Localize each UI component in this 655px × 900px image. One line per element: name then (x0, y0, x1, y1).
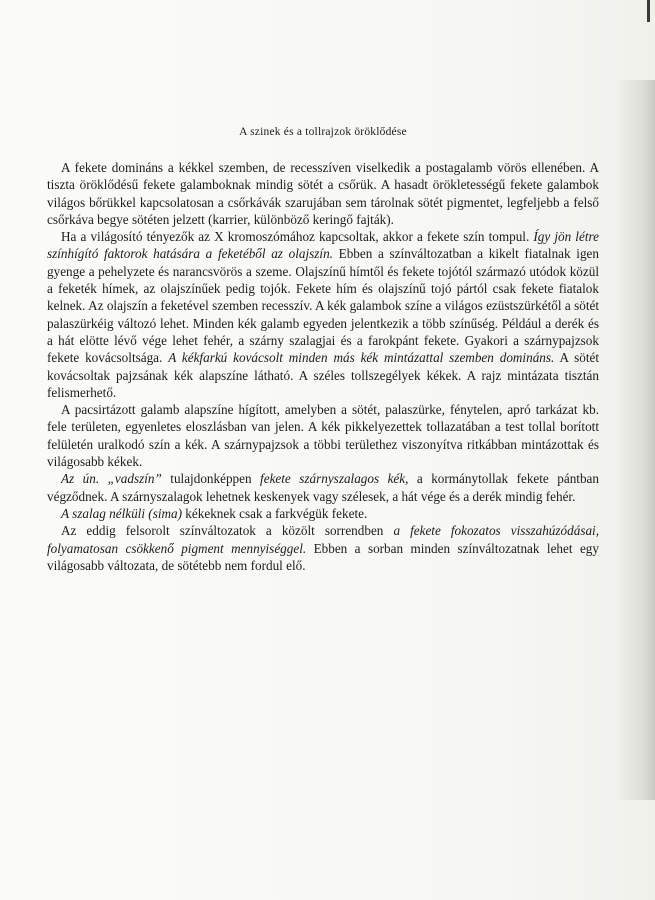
text-run: Ebben a sorban minden színváltozatnak lehet egy világosabb változata, de sötétebb nem fordul elő. (47, 540, 599, 573)
text-run: a kormánytollak fekete pántban végződnek. A szárnyszalagok lehetnek keskenyek vagy szélesek, a hát vége és a derék mindig fehér. (47, 471, 599, 504)
italic-text-run: Az ún. „vadszín” (61, 471, 162, 487)
italic-text-run: fekete szárnyszalagos kék, (260, 471, 409, 487)
italic-text-run: Így jön létre színhígító faktorok hatására a feketéből az olajszín. (47, 229, 599, 262)
section-title: A szinek és a tollrajzok öröklődése (239, 126, 407, 138)
text-run: tulajdonképpen (161, 471, 261, 487)
paragraph (47, 159, 599, 228)
paragraph (47, 470, 599, 505)
text-run: A sötét kovácsoltak pajzsának kék alapszíne látható. A széles tollszegélyek kékek. A rajz mintázata tisztán felismerhető. (47, 350, 599, 400)
text-run: kékeknek csak a farkvégük fekete. (182, 505, 368, 521)
italic-text-run: A kékfarkú kovácsolt minden más kék mintázattal szemben domináns. (168, 350, 555, 366)
text-run: Az eddig felsorolt színváltozatok a közölt sorrendben (61, 523, 394, 539)
italic-text-run: A szalag nélküli (sima) (61, 505, 182, 521)
paragraph-container (47, 159, 599, 574)
paragraph (47, 505, 599, 522)
text-run: Ha a világosító tényezők az X kromoszómához kapcsoltak, akkor a fekete szín tompul. (61, 229, 534, 245)
text-run: A fekete domináns a kékkel szemben, de recesszíven viselkedik a postagalamb vörös ellenében. A tiszta öröklődésű fekete galamboknak mindig sötét a csőrük. A hasadt örökletességű fekete galambok világos bőrükkel kapcsolatosan a csőrkávák szarujában sem tárolnak sötét pigmentet, legfeljebb a felső csőrkáva begye sötéten jelzett (karrier, különböző keringő fajták). (47, 160, 599, 227)
paragraph (47, 228, 599, 401)
text-run: Ebben a színváltozatban a kikelt fiatalnak igen gyenge a pehelyzete és narancsvörös a szeme. Olajszínű hímtől és fekete tojótól származó utódok közül a feketék hímek, az olajszínűek pedig tojók. Fekete hím és olajszínű tojó pártól csak fekete fiatalok kelnek. Az olajszín a feketével szemben recesszív. A kék galambok színe a világos ezüstszürkétől a sötét palaszürkéig változó lehet. Minden kék galamb egyeden jelentkezik a több színűség. Például a derék és a hát elötte lévő vége lehet fehér, a szárny szalagjai és a farokpánt fekete. Gyakori a szárnypajzsok fekete kovácsoltsága. (47, 246, 599, 366)
page-edge-shadow (615, 80, 655, 800)
italic-text-run: a fekete fokozatos visszahúzódásai, folyamatosan csökkenő pigment mennyiséggel. (47, 523, 600, 556)
paragraph (47, 401, 599, 470)
text-run: A pacsirtázott galamb alapszíne hígított, amelyben a sötét, palaszürke, fénytelen, apró tarkázat kb. fele területen, egyenletes eloszlásban van jelen. A kék pikkelyezettek tollazatában a test tollal borított felületén uralkodó szín a kék. A szárnypajzsok a többi területhez viszonyítva ritkábban mintázottak és világosabb kékek. (47, 402, 599, 470)
scan-corner-mark (647, 0, 650, 22)
document-body (47, 126, 599, 574)
paragraph (47, 522, 599, 574)
